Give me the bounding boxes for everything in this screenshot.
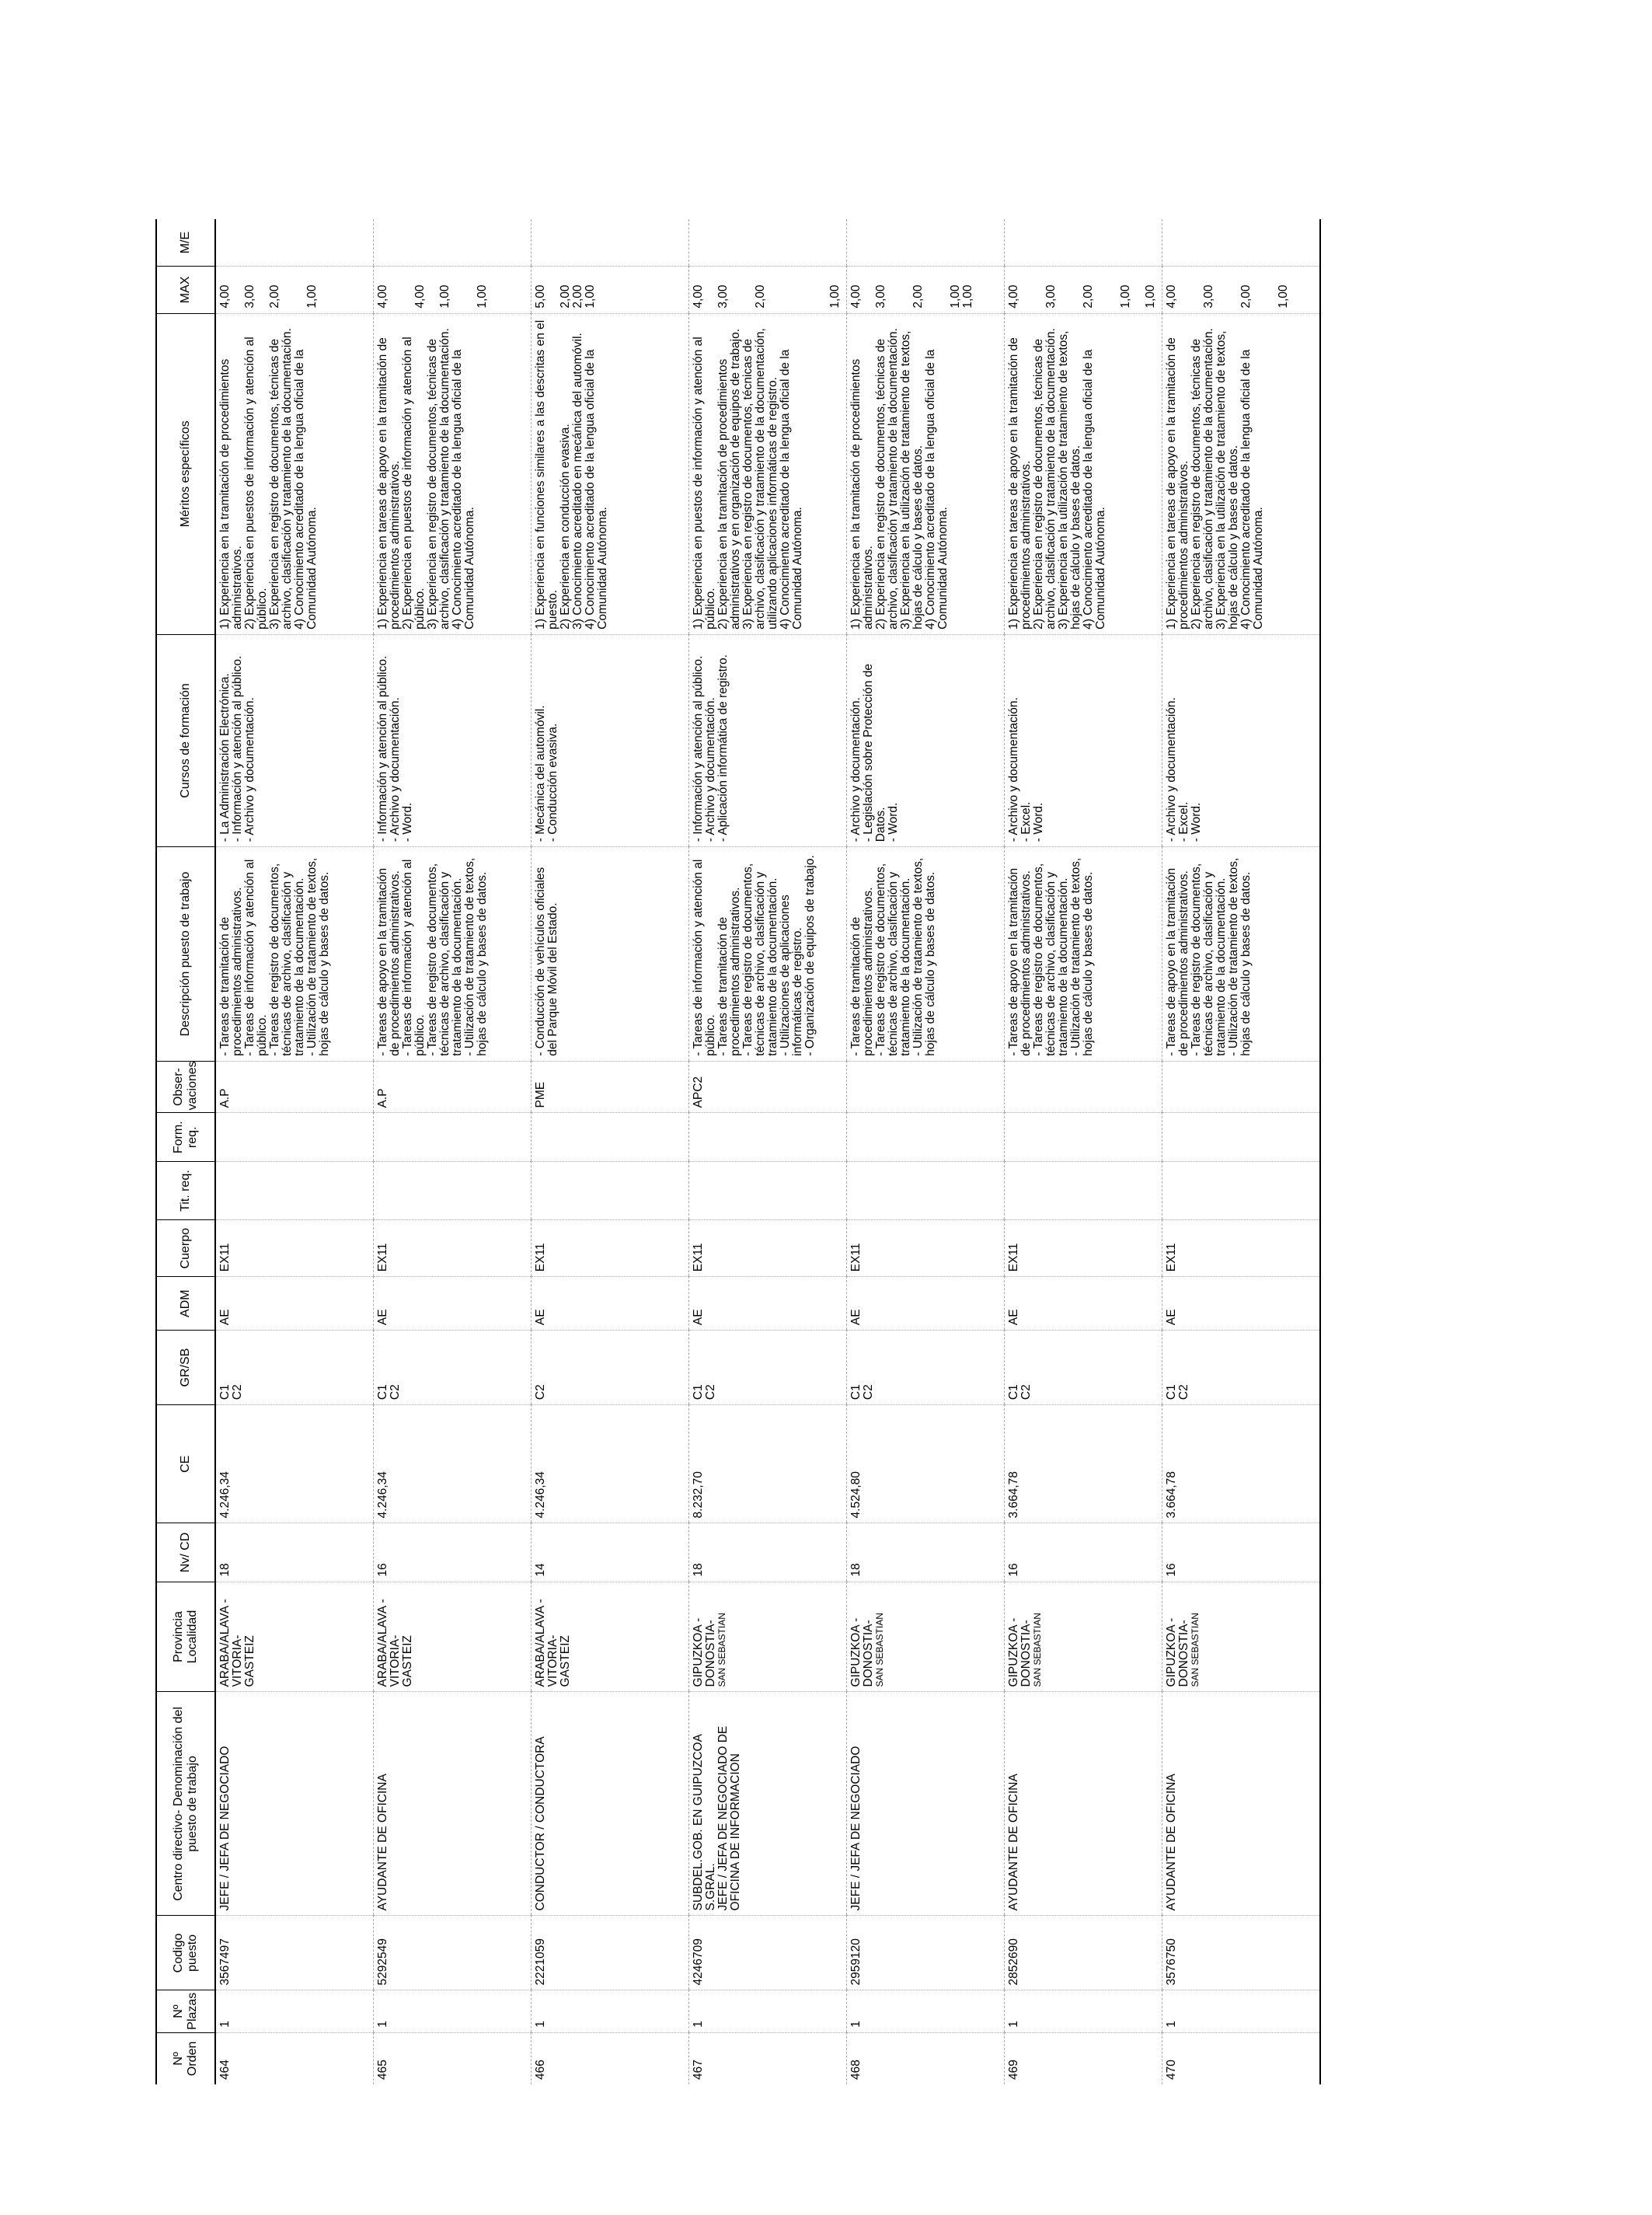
cell-grsb: C2 xyxy=(531,1331,689,1405)
cell-centro xyxy=(1162,1692,1321,1916)
cell-form xyxy=(1162,1113,1321,1162)
cell-meritos: 1) Experiencia en tareas de apoyo en la tramitación de procedimientos administrativos. 2) Experiencia en puestos de información y atención al público. 3) Experiencia en registro de documentos, técnicas de archivo, clasificación y tratamiento de la documentación. 4) Conocimiento acreditado de la lengua oficial de la Comunidad Autónoma. xyxy=(374,313,531,634)
header-meritos: Méritos específicos xyxy=(156,313,215,634)
cell-tit xyxy=(1005,1162,1162,1220)
table-row xyxy=(1005,219,1162,2084)
cell-me xyxy=(847,219,1005,267)
cell-adm: AE xyxy=(215,1277,374,1331)
cell-tit xyxy=(1162,1162,1321,1220)
cell-ce: 8.232,70 xyxy=(689,1405,847,1523)
cell-denominacion: JEFE / JEFA DE NEGOCIADO DE OFICINA DE INFORMACION xyxy=(716,1725,742,1911)
cell-max: 4,00 3,00 2,00 1,00 xyxy=(215,267,374,314)
cell-nivel: 18 xyxy=(689,1523,847,1582)
cell-ce: 4.524,80 xyxy=(847,1405,1005,1523)
cell-descripcion: - Tareas de tramitación de procedimientos administrativos. - Tareas de información y atención al público. - Tareas de registro de documentos, técnicas de archivo, clasificación y tratamiento de la documentación. - Utilización de tratamiento de textos, hojas de cálculo y bases de datos. xyxy=(215,847,374,1061)
cell-max: 4,00 3,00 2,00 1,00 1,00 xyxy=(847,267,1005,314)
cell-form xyxy=(531,1113,689,1162)
header-me: M/E xyxy=(156,219,215,267)
header-codigo: Codigo puesto xyxy=(156,1916,215,1990)
cell-ce: 3.664,78 xyxy=(1005,1405,1162,1523)
cell-me xyxy=(531,219,689,267)
cell-form xyxy=(215,1113,374,1162)
rotated-page xyxy=(157,58,1478,2215)
cell-me xyxy=(1162,219,1321,267)
cell-codigo: 3567497 xyxy=(215,1916,374,1990)
cell-grsb: C1 C2 xyxy=(215,1331,374,1405)
cell-provincia xyxy=(215,1582,374,1692)
header-max: MAX xyxy=(156,267,215,314)
header-row xyxy=(156,219,215,2084)
cell-cuerpo: EX11 xyxy=(1162,1220,1321,1277)
cell-codigo: 3576750 xyxy=(1162,1916,1321,1990)
cell-orden: 464 xyxy=(215,2032,374,2084)
header-plazas: Nº Plazas xyxy=(156,1990,215,2032)
cell-cursos: - La Administración Electrónica. - Información y atención al público. - Archivo y documentación. xyxy=(215,634,374,846)
cell-provincia-text: GIPUZKOA - DONOSTIA- xyxy=(1165,1617,1190,1687)
cell-obs: APC2 xyxy=(689,1061,847,1113)
cell-provincia-text: GIPUZKOA - DONOSTIA- xyxy=(849,1617,875,1687)
cell-cuerpo: EX11 xyxy=(374,1220,531,1277)
cell-ce: 4.246,34 xyxy=(374,1405,531,1523)
cell-cursos: - Mecánica del automóvil. - Conducción evasiva. xyxy=(531,634,689,846)
cell-tit xyxy=(215,1162,374,1220)
cell-orden: 466 xyxy=(531,2032,689,2084)
cell-obs: A.P xyxy=(215,1061,374,1113)
cell-denominacion: JEFE / JEFA DE NEGOCIADO xyxy=(218,1746,232,1911)
cell-max: 5,00 2,00 2,00 1,00 xyxy=(531,267,689,314)
cell-nivel: 16 xyxy=(1005,1523,1162,1582)
header-nivel: Nv/ CD xyxy=(156,1523,215,1582)
cell-meritos: 1) Experiencia en la tramitación de procedimientos administrativos. 2) Experiencia en puestos de información y atención al público. 3) Experiencia en registro de documentos, técnicas de archivo, clasificación y tratamiento de la documentación. 4) Conocimiento acreditado de la lengua oficial de la Comunidad Autónoma. xyxy=(215,313,374,634)
cell-cuerpo: EX11 xyxy=(847,1220,1005,1277)
cell-descripcion: - Tareas de apoyo en la tramitación de procedimientos administrativos. - Tareas de información y atención al público. - Tareas de registro de documentos, técnicas de archivo, clasificación y tratamiento de la documentación. - Utilización de tratamiento de textos, hojas de cálculo y bases de datos. xyxy=(374,847,531,1061)
cell-denominacion: AYUDANTE DE OFICINA xyxy=(1007,1774,1020,1911)
cell-tit xyxy=(689,1162,847,1220)
cell-denominacion: CONDUCTOR / CONDUCTORA xyxy=(534,1736,547,1911)
table-row xyxy=(531,219,689,2084)
cell-centro xyxy=(1005,1692,1162,1916)
cell-descripcion: - Conducción de vehículos oficiales del Parque Móvil del Estado. xyxy=(531,847,689,1061)
cell-nivel: 18 xyxy=(215,1523,374,1582)
cell-adm: AE xyxy=(531,1277,689,1331)
cell-max: 4,00 4,00 1,00 1,00 xyxy=(374,267,531,314)
header-provincia: Provincia Localidad xyxy=(156,1582,215,1692)
cell-adm: AE xyxy=(374,1277,531,1331)
cell-provincia xyxy=(1162,1582,1321,1692)
cell-descripcion: - Tareas de tramitación de procedimientos administrativos. - Tareas de registro de documentos, técnicas de archivo, clasificación y tratamiento de la documentación. - Utilización de tratamiento de textos, hojas de cálculo y bases de datos. xyxy=(847,847,1005,1061)
cell-meritos: 1) Experiencia en funciones similares a las descritas en el puesto. 2) Experiencia en conducción evasiva. 3) Conocimiento acreditado en mecánica del automóvil. 4) Conocimiento acreditado de la lengua oficial de la Comunidad Autónoma. xyxy=(531,313,689,634)
cell-max: 4,00 3,00 2,00 1,00 xyxy=(689,267,847,314)
table-row xyxy=(215,219,374,2084)
cell-obs: PME xyxy=(531,1061,689,1113)
cell-centro xyxy=(689,1692,847,1916)
cell-adm: AE xyxy=(689,1277,847,1331)
header-ce: CE xyxy=(156,1405,215,1523)
cell-localidad: SAN SEBASTIAN xyxy=(1032,1613,1043,1687)
cell-cuerpo: EX11 xyxy=(1005,1220,1162,1277)
header-obs: Obser- vaciones xyxy=(156,1061,215,1113)
cell-meritos: 1) Experiencia en tareas de apoyo en la tramitación de procedimientos administrativos. 2) Experiencia en registro de documentos, técnicas de archivo, clasificación y tratamiento de la documentación. 3) Experiencia en la utilización de tratamiento de textos, hojas de cálculo y bases de datos. 4) Conocimiento acreditado de la lengua oficial de la Comunidad Autónoma. xyxy=(1005,313,1162,634)
cell-nivel: 18 xyxy=(847,1523,1005,1582)
cell-denominacion: AYUDANTE DE OFICINA xyxy=(376,1774,389,1911)
header-tit: Tit. req. xyxy=(156,1162,215,1220)
cell-tit xyxy=(847,1162,1005,1220)
cell-form xyxy=(1005,1113,1162,1162)
table-row xyxy=(1162,219,1321,2084)
header-orden: Nº Orden xyxy=(156,2032,215,2084)
cell-me xyxy=(1005,219,1162,267)
cell-provincia-text: ARABA/ALAVA -VITORIA-GASTEIZ xyxy=(534,1599,572,1687)
table-row xyxy=(847,219,1005,2084)
cell-orden: 468 xyxy=(847,2032,1005,2084)
cell-cuerpo: EX11 xyxy=(215,1220,374,1277)
cell-localidad: SAN SEBASTIAN xyxy=(1190,1613,1201,1687)
cell-codigo: 2221059 xyxy=(531,1916,689,1990)
cell-localidad: SAN SEBASTIAN xyxy=(874,1613,885,1687)
cell-grsb: C1 C2 xyxy=(1162,1331,1321,1405)
cell-provincia xyxy=(531,1582,689,1692)
cell-cursos: - Información y atención al público. - Archivo y documentación. - Word. xyxy=(374,634,531,846)
cell-ce: 3.664,78 xyxy=(1162,1405,1321,1523)
cell-max: 4,00 3,00 2,00 1,00 xyxy=(1162,267,1321,314)
cell-cuerpo: EX11 xyxy=(531,1220,689,1277)
cell-cursos: - Información y atención al público. - Archivo y documentación. - Aplicación informática de registro. xyxy=(689,634,847,846)
job-positions-table xyxy=(155,219,1321,2084)
cell-plazas: 1 xyxy=(847,1990,1005,2032)
header-form: Form. req. xyxy=(156,1113,215,1162)
cell-orden: 469 xyxy=(1005,2032,1162,2084)
table-row xyxy=(689,219,847,2084)
cell-centro-directivo: SUBDEL.GOB. EN GUIPUZCOA S.GRAL. xyxy=(692,1734,717,1911)
cell-centro xyxy=(374,1692,531,1916)
cell-codigo: 2852690 xyxy=(1005,1916,1162,1990)
cell-form xyxy=(689,1113,847,1162)
cell-cursos: - Archivo y documentación. - Legislación sobre Protección de Datos. - Word. xyxy=(847,634,1005,846)
cell-descripcion: - Tareas de apoyo en la tramitación de procedimientos administrativos. - Tareas de registro de documentos, técnicas de archivo, clasificación y tratamiento de la documentación. - Utilización de tratamiento de textos, hojas de cálculo y bases de datos. xyxy=(1162,847,1321,1061)
header-descripcion: Descripción puesto de trabajo xyxy=(156,847,215,1061)
cell-codigo: 4246709 xyxy=(689,1916,847,1990)
cell-plazas: 1 xyxy=(1005,1990,1162,2032)
cell-localidad: SAN SEBASTIAN xyxy=(716,1613,727,1687)
cell-grsb: C1 C2 xyxy=(847,1331,1005,1405)
cell-denominacion: JEFE / JEFA DE NEGOCIADO xyxy=(849,1746,863,1911)
cell-plazas: 1 xyxy=(374,1990,531,2032)
cell-obs xyxy=(847,1061,1005,1113)
cell-nivel: 14 xyxy=(531,1523,689,1582)
cell-plazas: 1 xyxy=(215,1990,374,2032)
cell-grsb: C1 C2 xyxy=(689,1331,847,1405)
cell-provincia xyxy=(374,1582,531,1692)
cell-codigo: 2959120 xyxy=(847,1916,1005,1990)
cell-meritos: 1) Experiencia en tareas de apoyo en la tramitación de procedimientos administrativos. 2) Experiencia en registro de documentos, técnicas de archivo, clasificación y tratamiento de la documentación. 3) Experiencia en la utilización de tratamiento de textos, hojas de cálculo y bases de datos. 4) Conocimiento acreditado de la lengua oficial de la Comunidad Autónoma. xyxy=(1162,313,1321,634)
cell-max: 4,00 3,00 2,00 1,00 1,00 xyxy=(1005,267,1162,314)
cell-adm: AE xyxy=(1005,1277,1162,1331)
table-row xyxy=(374,219,531,2084)
cell-obs xyxy=(1162,1061,1321,1113)
cell-meritos: 1) Experiencia en puestos de información y atención al público. 2) Experiencia en la tramitación de procedimientos administrativos y en organización de equipos de trabajo. 3) Experiencia en registro de documentos, técnicas de archivo, clasificación y tratamiento de la documentación, utilizando aplicaciones informáticas de registro. 4) Conocimiento acreditado de la lengua oficial de la Comunidad Autónoma. xyxy=(689,313,847,634)
cell-tit xyxy=(531,1162,689,1220)
cell-orden: 467 xyxy=(689,2032,847,2084)
cell-adm: AE xyxy=(1162,1277,1321,1331)
cell-me xyxy=(689,219,847,267)
cell-provincia xyxy=(1005,1582,1162,1692)
cell-me xyxy=(215,219,374,267)
cell-obs xyxy=(1005,1061,1162,1113)
cell-grsb: C1 C2 xyxy=(1005,1331,1162,1405)
cell-nivel: 16 xyxy=(1162,1523,1321,1582)
cell-ce: 4.246,34 xyxy=(531,1405,689,1523)
cell-provincia xyxy=(847,1582,1005,1692)
cell-centro xyxy=(531,1692,689,1916)
cell-provincia-text: ARABA/ALAVA - VITORIA-GASTEIZ xyxy=(376,1599,414,1687)
cell-cursos: - Archivo y documentación. - Excel. - Word. xyxy=(1005,634,1162,846)
cell-form xyxy=(847,1113,1005,1162)
cell-provincia-text: GIPUZKOA - DONOSTIA- xyxy=(692,1617,717,1687)
header-grsb: GR/SB xyxy=(156,1331,215,1405)
cell-grsb: C1 C2 xyxy=(374,1331,531,1405)
cell-ce: 4.246,34 xyxy=(215,1405,374,1523)
cell-me xyxy=(374,219,531,267)
cell-provincia-text: GIPUZKOA - DONOSTIA- xyxy=(1007,1617,1033,1687)
cell-provincia-text: ARABA/ALAVA -VITORIA-GASTEIZ xyxy=(218,1599,256,1687)
header-centro: Centro directivo- Denominación del puesto de trabajo xyxy=(156,1692,215,1916)
cell-meritos: 1) Experiencia en la tramitación de procedimientos administrativos. 2) Experiencia en registro de documentos, técnicas de archivo, clasificación y tratamiento de la documentación. 3) Experiencia en la utilización de tratamiento de textos, hojas de cálculo y bases de datos. 4) Conocimiento acreditado de la lengua oficial de la Comunidad Autónoma. xyxy=(847,313,1005,634)
header-cursos: Cursos de formación xyxy=(156,634,215,846)
cell-cuerpo: EX11 xyxy=(689,1220,847,1277)
header-cuerpo: Cuerpo xyxy=(156,1220,215,1277)
cell-plazas: 1 xyxy=(689,1990,847,2032)
cell-centro xyxy=(847,1692,1005,1916)
cell-codigo: 5292549 xyxy=(374,1916,531,1990)
cell-plazas: 1 xyxy=(531,1990,689,2032)
cell-plazas: 1 xyxy=(1162,1990,1321,2032)
cell-descripcion: - Tareas de apoyo en la tramitación de procedimientos administrativos. - Tareas de registro de documentos, técnicas de archivo, clasificación y tratamiento de la documentación. - Utilización de tratamiento de textos, hojas de cálculo y bases de datos. xyxy=(1005,847,1162,1061)
cell-adm: AE xyxy=(847,1277,1005,1331)
cell-orden: 470 xyxy=(1162,2032,1321,2084)
header-adm: ADM xyxy=(156,1277,215,1331)
cell-nivel: 16 xyxy=(374,1523,531,1582)
cell-tit xyxy=(374,1162,531,1220)
cell-centro xyxy=(215,1692,374,1916)
cell-obs: A.P xyxy=(374,1061,531,1113)
cell-descripcion: - Tareas de información y atención al público. - Tareas de tramitación de procedimientos administrativos. - Tareas de registro de documentos, técnicas de archivo, clasificación y tratamiento de la documentación. - Utilizaciones de aplicaciones informáticas de registro. - Organización de equipos de trabajo. xyxy=(689,847,847,1061)
cell-form xyxy=(374,1113,531,1162)
cell-cursos: - Archivo y documentación. - Excel. - Word. xyxy=(1162,634,1321,846)
cell-provincia xyxy=(689,1582,847,1692)
cell-orden: 465 xyxy=(374,2032,531,2084)
cell-denominacion: AYUDANTE DE OFICINA xyxy=(1165,1774,1178,1911)
